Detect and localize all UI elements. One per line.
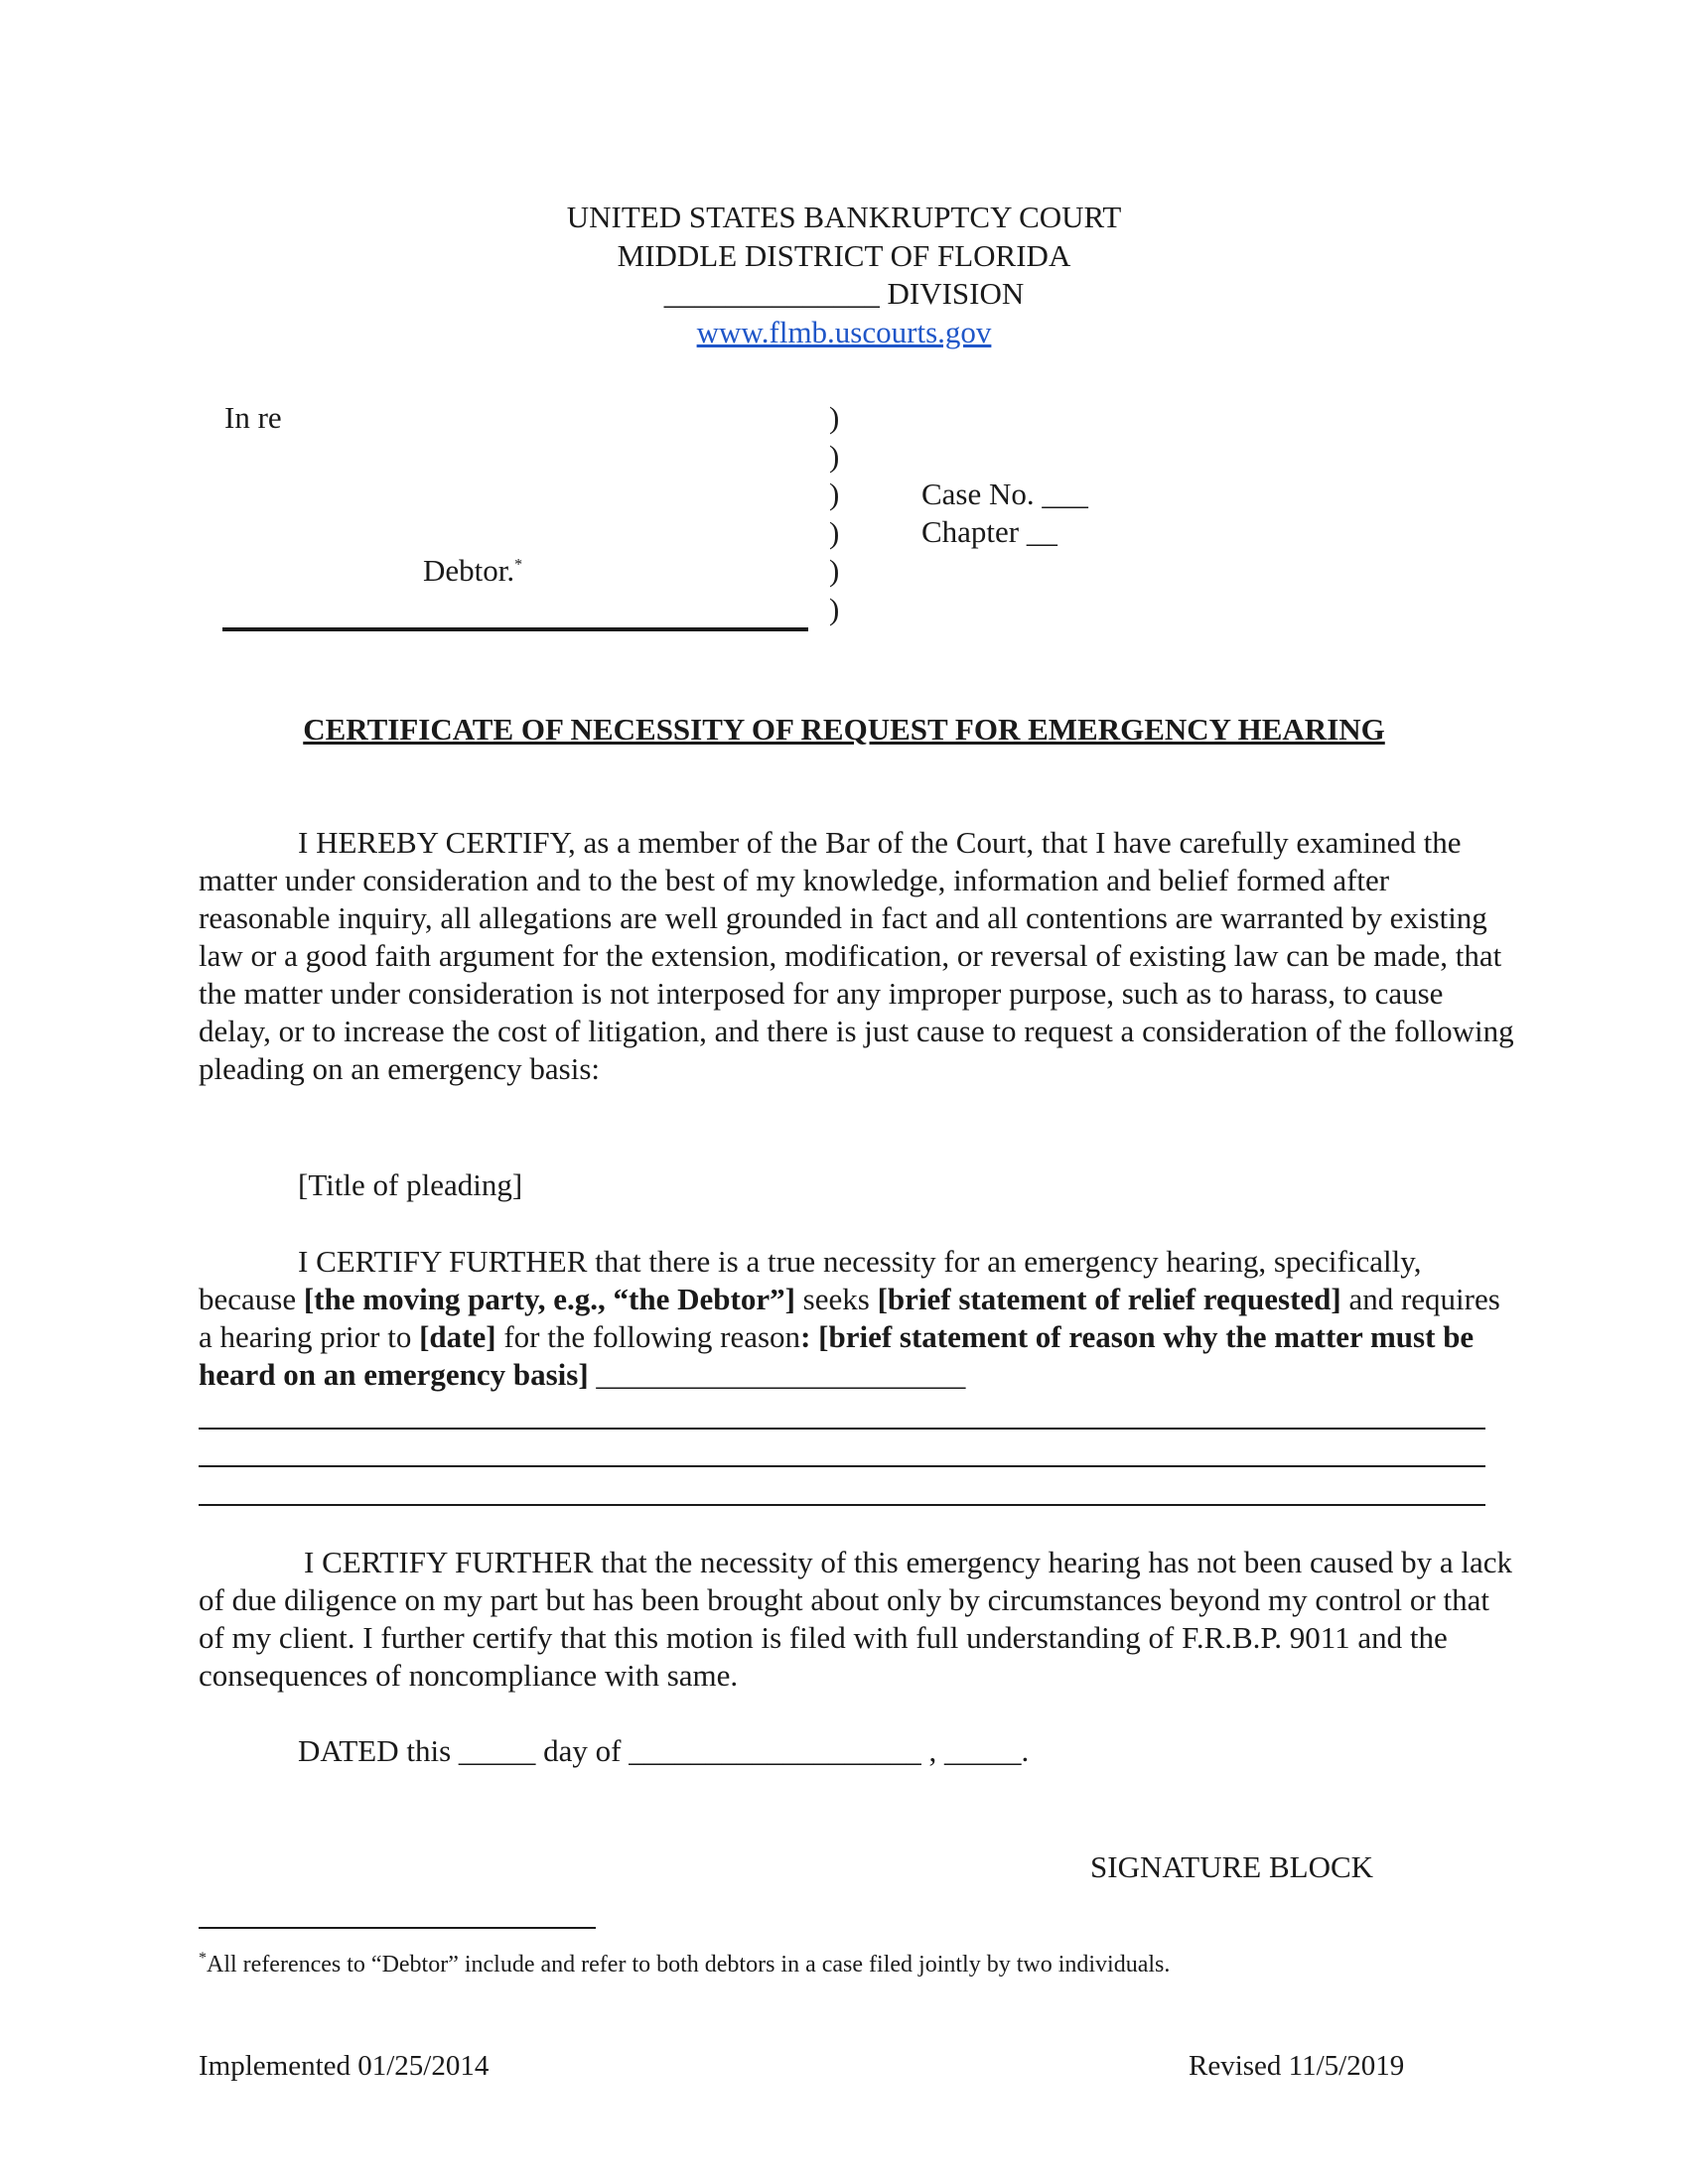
court-name: UNITED STATES BANKRUPTCY COURT bbox=[566, 200, 1122, 234]
reason-line[interactable] bbox=[199, 1465, 1485, 1467]
reason-blank[interactable]: ________________________ bbox=[596, 1357, 966, 1392]
revised-date: Revised 11/5/2019 bbox=[1189, 2050, 1405, 2082]
court-website-link[interactable]: www.flmb.uscourts.gov bbox=[696, 314, 992, 349]
pleading-title-placeholder[interactable]: [Title of pleading] bbox=[298, 1167, 523, 1202]
signature-block[interactable]: SIGNATURE BLOCK bbox=[1090, 1849, 1374, 1884]
debtor-footnote-mark: * bbox=[514, 556, 523, 574]
reason-line[interactable] bbox=[199, 1428, 1485, 1430]
caption-parentheses bbox=[829, 399, 849, 628]
district-name: MIDDLE DISTRICT OF FLORIDA bbox=[617, 237, 1071, 273]
paren: ) bbox=[829, 400, 840, 435]
footnote bbox=[199, 1950, 1170, 1979]
document-title: CERTIFICATE OF NECESSITY OF REQUEST FOR EMERGENCY HEARING bbox=[303, 712, 1385, 747]
division-blank[interactable]: ______________ bbox=[663, 276, 880, 311]
dated-line[interactable]: DATED this _____ day of ___________________ , _____. bbox=[298, 1733, 1030, 1768]
division-label: DIVISION bbox=[887, 276, 1025, 311]
paren: ) bbox=[829, 514, 840, 550]
paren: ) bbox=[829, 477, 840, 511]
footnote-text: All references to “Debtor” include and refer to both debtors in a case filed jointly by two individuals. bbox=[207, 1952, 1171, 1978]
court-header bbox=[0, 199, 1688, 351]
reason-line[interactable] bbox=[199, 1504, 1485, 1506]
caption-rule bbox=[222, 627, 808, 631]
implemented-date: Implemented 01/25/2014 bbox=[199, 2050, 490, 2082]
necessity-paragraph: I CERTIFY FURTHER that there is a true necessity for an emergency hearing, specifically, because [the moving party, e.g., “the Debtor”] seeks [brief statement of relief requested] and requires a hearing prior to [date] for the following reason: [brief statement of reason why the matter must be heard on an emergency basis] ________________________ bbox=[199, 1244, 1500, 1392]
diligence-paragraph: I CERTIFY FURTHER that the necessity of this emergency hearing has not been caused by a lack of due diligence on my part but has been brought about only by circumstances beyond my control or that of my client. I further certify that this motion is filed with full understanding of F.R.B.P. 9011 and the consequences of noncompliance with same. bbox=[199, 1545, 1513, 1693]
footnote-mark: * bbox=[199, 1950, 207, 1967]
certification-paragraph: I HEREBY CERTIFY, as a member of the Bar of the Court, that I have carefully examined the matter under consideration and to the best of my knowledge, information and belief formed after reasonable inquiry, all allegations are well grounded in fact and all contentions are warranted by existing law or a good faith argument for the extension, modification, or reversal of existing law can be made, that the matter under consideration is not interposed for any improper purpose, such as to harass, to cause delay, or to increase the cost of litigation, and there is just cause to request a consideration of the following pleading on an emergency basis: bbox=[199, 825, 1514, 1086]
case-number[interactable]: Case No. ___ bbox=[921, 477, 1088, 511]
in-re-label: In re bbox=[224, 400, 282, 435]
footnote-rule bbox=[199, 1927, 596, 1929]
paren: ) bbox=[829, 438, 840, 474]
debtor-label: Debtor.* bbox=[423, 553, 523, 588]
paren: ) bbox=[829, 553, 840, 588]
chapter-number[interactable]: Chapter __ bbox=[921, 514, 1057, 549]
division-line bbox=[0, 275, 1688, 314]
paren: ) bbox=[829, 591, 840, 626]
